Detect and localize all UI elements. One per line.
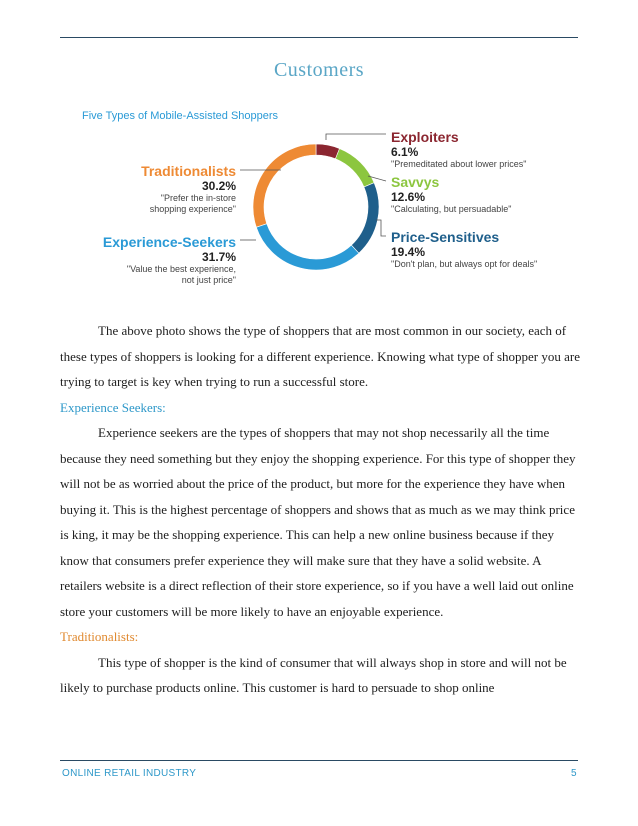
leader-line-price-sensitives xyxy=(376,220,386,236)
leader-line-exploiters xyxy=(326,134,386,140)
donut-slice-experience-seekers xyxy=(256,224,359,270)
label-experience-seekers xyxy=(60,234,236,286)
label-traditionalists xyxy=(100,163,236,215)
price-sensitives-name: Price-Sensitives xyxy=(391,229,500,245)
experience-seekers-value: 31.7% xyxy=(201,250,236,264)
bottom-rule xyxy=(60,760,578,761)
exploiters-quote: "Premeditated about lower prices" xyxy=(391,159,527,169)
traditionalists-value: 30.2% xyxy=(201,179,236,193)
traditionalists-name: Traditionalists xyxy=(141,163,236,179)
price-sensitives-value: 19.4% xyxy=(391,245,426,259)
label-exploiters xyxy=(391,129,526,170)
traditionalists-paragraph: This type of shopper is the kind of consumer that will always shop in store and will not be likely to purchase products online. This customer is hard to persuade to shop online xyxy=(60,654,567,695)
donut-slice-savvys xyxy=(335,149,374,187)
page-number: 5 xyxy=(571,768,577,779)
shopper-types-figure xyxy=(0,0,638,320)
savvys-name: Savvys xyxy=(391,174,440,190)
exploiters-value: 6.1% xyxy=(391,145,419,159)
footer-title: ONLINE RETAIL INDUSTRY xyxy=(62,768,197,779)
price-sensitives-quote: "Don't plan, but always opt for deals" xyxy=(391,259,538,269)
exploiters-name: Exploiters xyxy=(391,129,459,145)
traditionalists-quote-line-1: "Prefer the in-store xyxy=(160,193,236,203)
donut-slice-price-sensitives xyxy=(351,183,379,253)
intro-paragraph: The above photo shows the type of shoppers that are most common in our society, each of these types of shoppers is looking for a different experience. Knowing what type of shopper you are trying to target is key when trying to run a successful store. xyxy=(60,323,580,389)
savvys-quote: "Calculating, but persuadable" xyxy=(391,204,512,214)
heading-traditionalists: Traditionalists: xyxy=(60,629,139,644)
figure-title: Five Types of Mobile-Assisted Shoppers xyxy=(82,110,279,122)
donut-slice-traditionalists xyxy=(253,144,316,227)
experience-seekers-paragraph: Experience seekers are the types of shoppers that may not shop necessarily all the time because they need something but they enjoy the shopping experience. For this type of shopper they will not be as worried about the price of the product, but more for the experience they have when buying it. This is the highest percentage of shoppers and shows that as much as we may think price is king, it may be the shopping experience. This can help a new online business because if they know that consumers prefer experience they will make sure that they have a solid website. A retailers website is a direct reflection of their store experience, so if you have a well laid out online store your customers will be more likely to have an enjoyable experience. xyxy=(60,425,576,619)
savvys-value: 12.6% xyxy=(391,190,426,204)
label-savvys xyxy=(391,174,511,215)
traditionalists-quote-line-2: shopping experience" xyxy=(149,204,236,214)
body-text xyxy=(60,318,580,701)
experience-seekers-quote-line-2: not just price" xyxy=(181,275,236,285)
experience-seekers-name: Experience-Seekers xyxy=(102,234,236,250)
label-price-sensitives xyxy=(391,229,537,270)
heading-experience-seekers: Experience Seekers: xyxy=(60,399,166,415)
page-title: Customers xyxy=(273,59,365,81)
experience-seekers-quote-line-1: "Value the best experience, xyxy=(126,264,236,274)
